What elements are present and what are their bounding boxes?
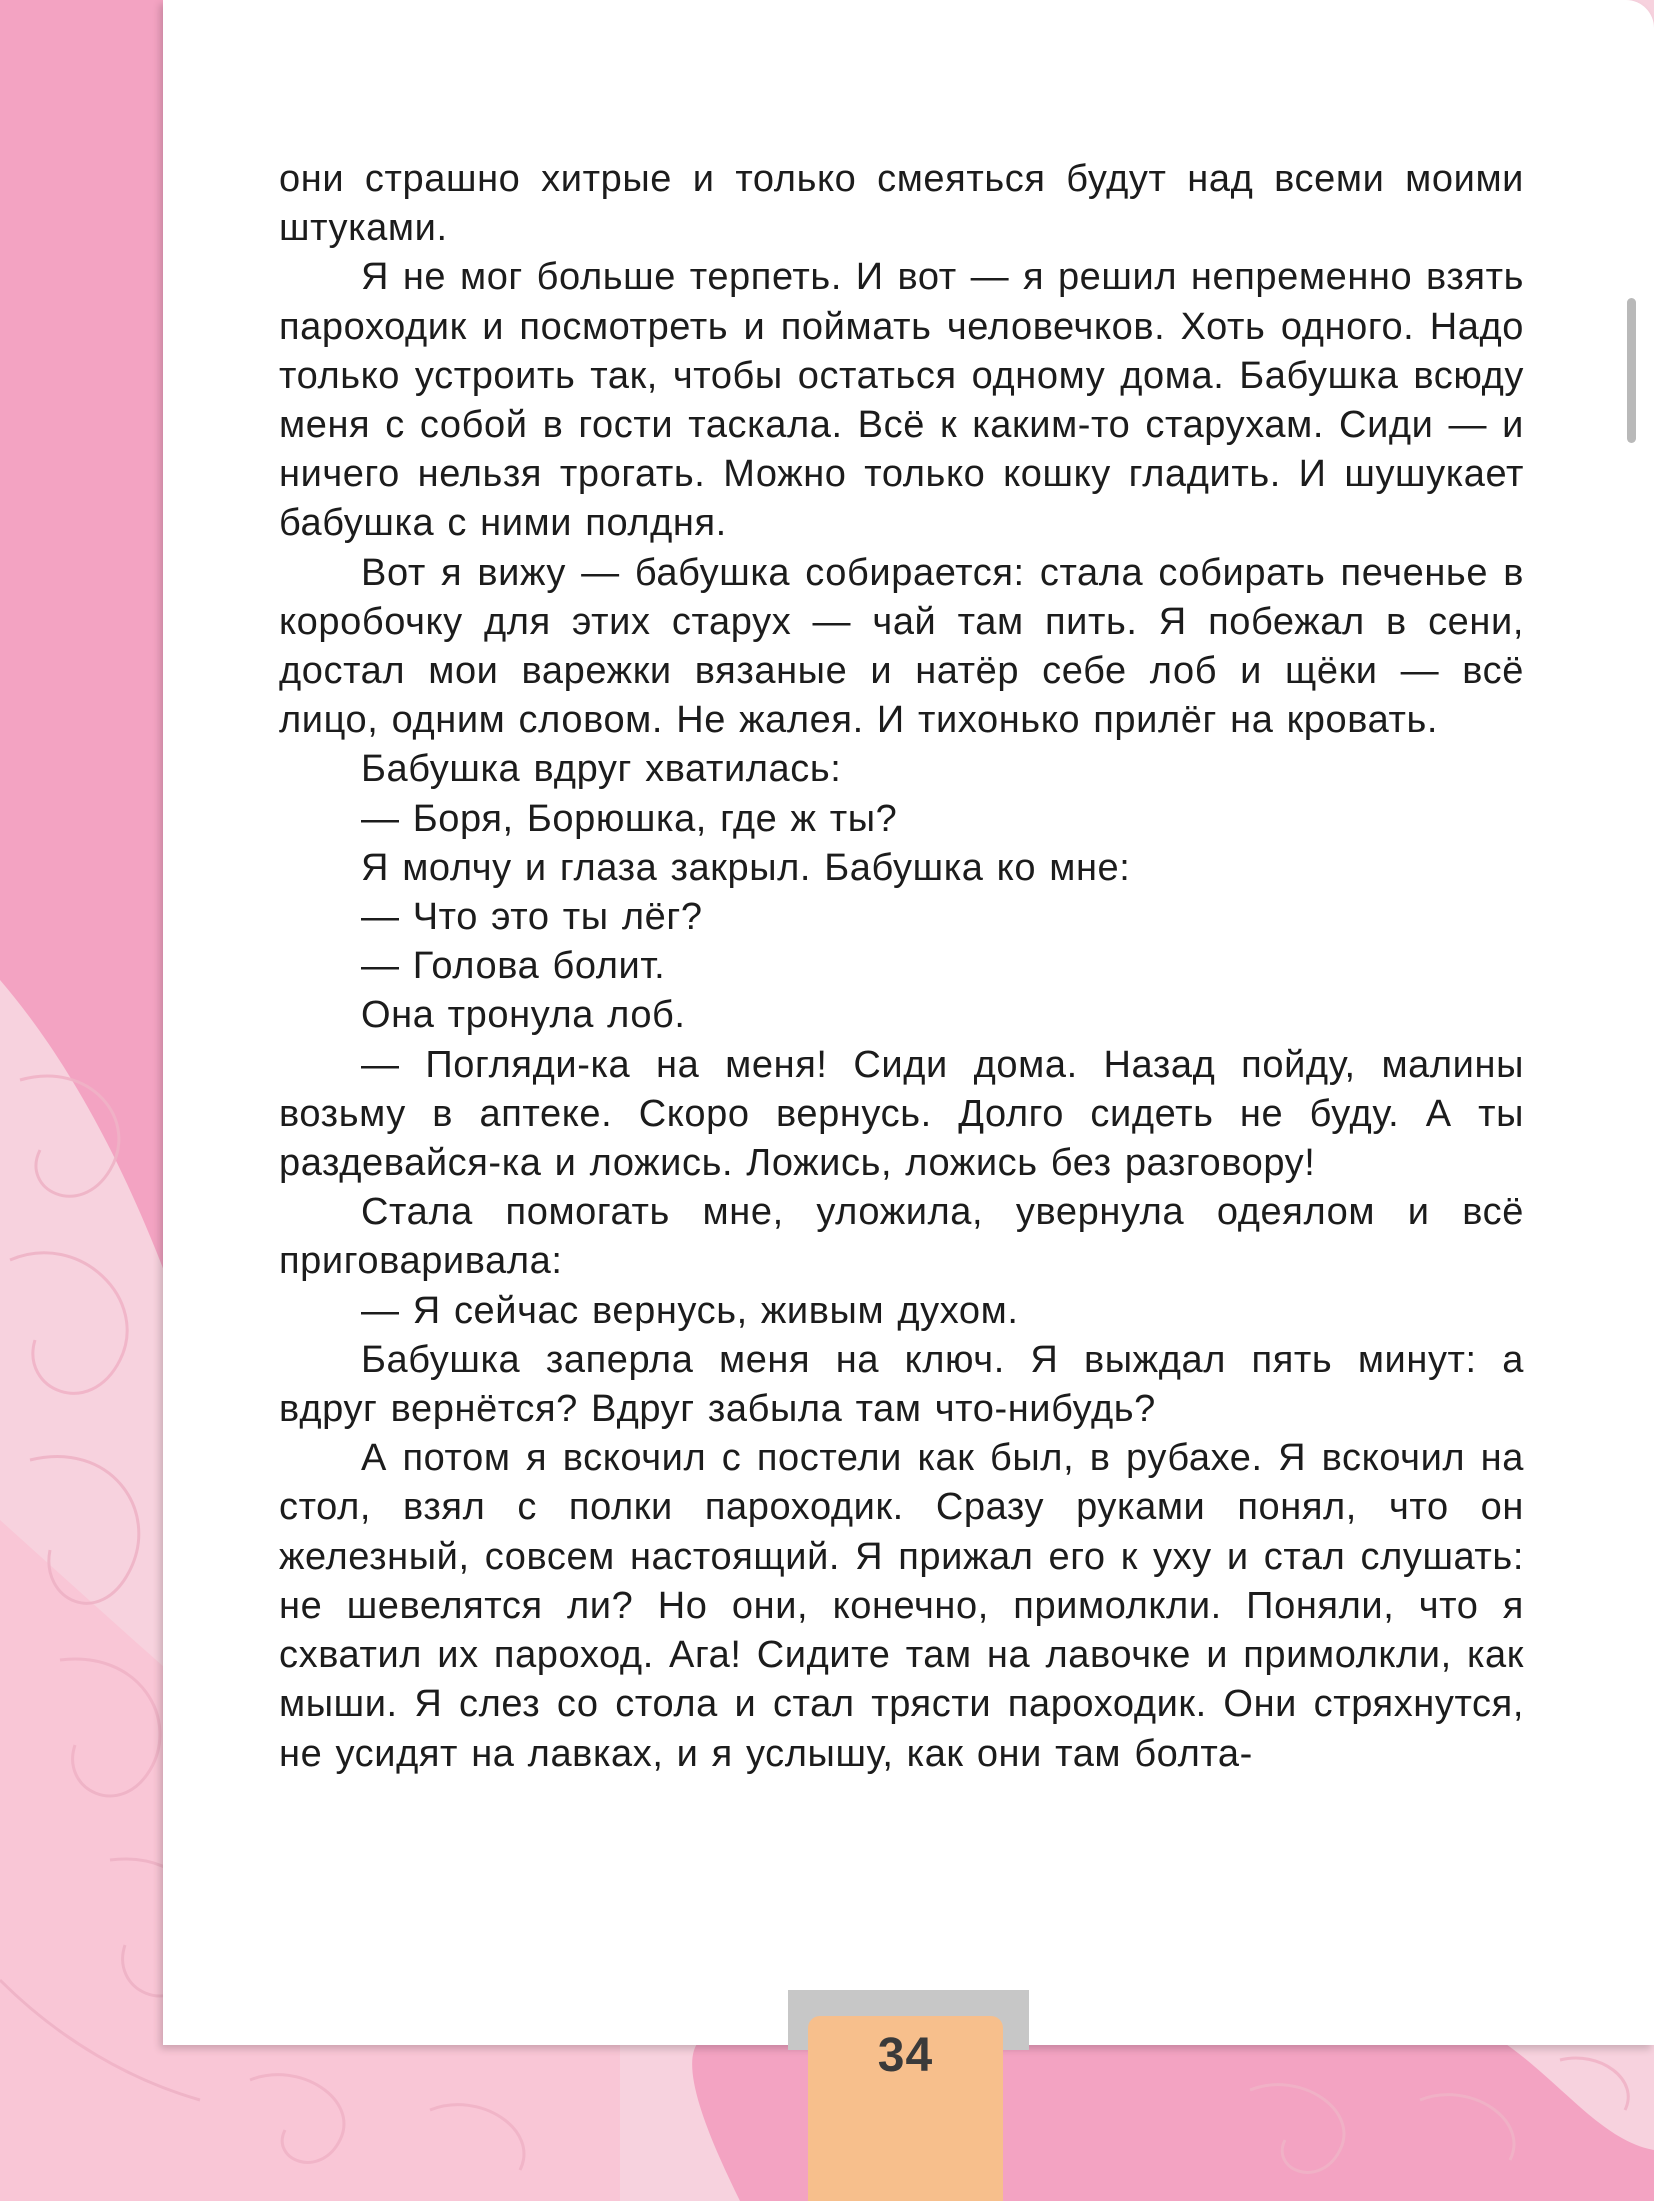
- paragraph: А потом я вскочил с постели как был, в рубахе. Я вскочил на стол, взял с полки пароходик. Сразу руками понял, что он железный, совсем настоящий. Я прижал его к уху и стал слушать: не шевелятся ли? Но они, конечно, примолкли. Поняли, что я схватил их пароход. Ага! Сидите там на лавочке и примолкли, как мыши. Я слез со стола и стал трясти пароходик. Они стряхнутся, не усидят на лавках, и я услышу, как они там болта-: [279, 1437, 1524, 1775]
- dialogue-line: — Я сейчас вернусь, живым духом.: [361, 1289, 1019, 1332]
- paragraph: Бабушка заперла меня на ключ. Я выждал пять минут: а вдруг вернётся? Вдруг забыла там что-нибудь?: [279, 1338, 1524, 1431]
- paragraph: Бабушка вдруг хватилась:: [361, 748, 842, 791]
- paragraph: Вот я вижу — бабушка собирается: стала собирать печенье в коробочку для этих старух — чай там пить. Я побежал в сени, достал мои варежки вязаные и натёр себе лоб и щёки — всё лицо, одним словом. Не жалея. И тихонько прилёг на кровать.: [279, 551, 1524, 742]
- page-text: [279, 155, 1524, 1779]
- dialogue-line: — Боря, Борюшка, где ж ты?: [361, 797, 898, 840]
- dialogue-line: — Что это ты лёг?: [361, 896, 703, 939]
- dialogue-line: — Голова болит.: [361, 945, 666, 988]
- page-number: 34: [877, 2029, 934, 2082]
- paragraph: Я молчу и глаза закрыл. Бабушка ко мне:: [361, 846, 1131, 889]
- paragraph: Она тронула лоб.: [361, 994, 686, 1037]
- paragraph: Стала помогать мне, уложила, увернула одеялом и всё приговаривала:: [279, 1191, 1524, 1283]
- paragraph: они страшно хитрые и только смеяться будут над всеми моими штуками.: [279, 158, 1524, 250]
- paragraph: Я не мог больше терпеть. И вот — я решил непременно взять пароходик и посмотреть и поймать человечков. Хоть одного. Надо только устроить так, чтобы остаться одному дома. Бабушка всюду меня с собой в гости таскала. Всё к каким-то старухам. Сиди — и ничего нельзя трогать. Можно только кошку гладить. И шушукает бабушка с ними полдня.: [279, 256, 1524, 545]
- dialogue-line: — Погляди-ка на меня! Сиди дома. Назад пойду, малины возьму в аптеке. Скоро вернусь. Долго сидеть не буду. А ты раздевайся-ка и ложись. Ложись, ложись без разговору!: [279, 1043, 1524, 1185]
- scrollbar-thumb[interactable]: [1627, 298, 1636, 443]
